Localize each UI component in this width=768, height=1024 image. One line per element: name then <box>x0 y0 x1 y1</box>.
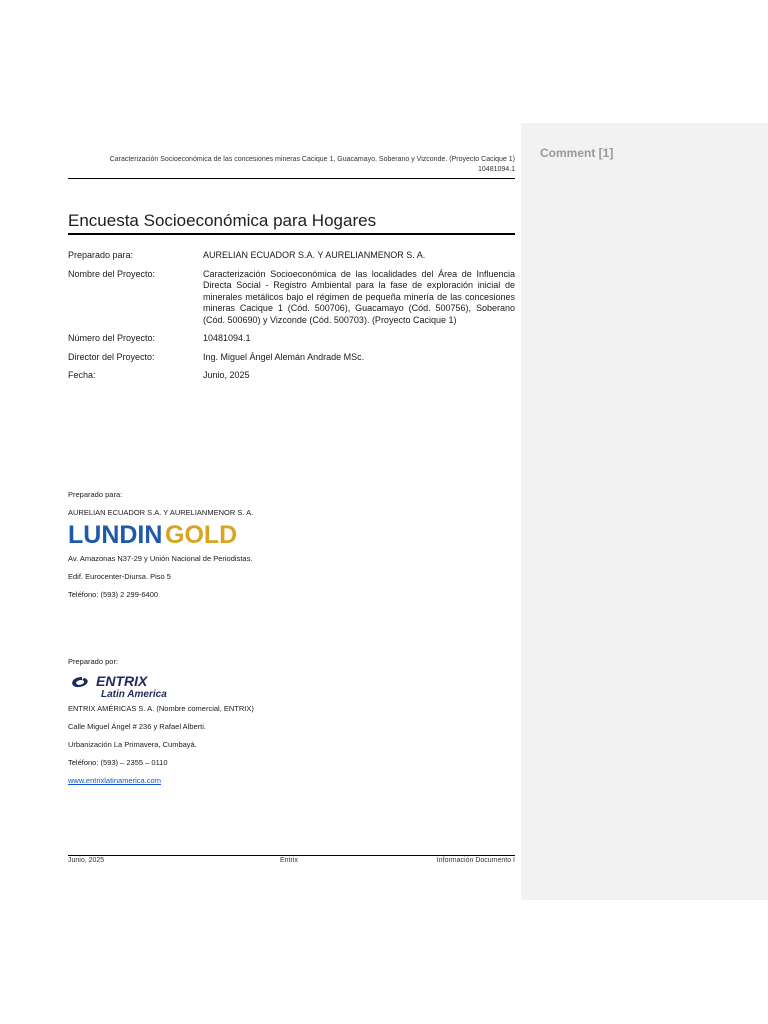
lundin-logo-word: LUNDIN <box>68 521 163 548</box>
info-label: Fecha: <box>68 370 96 380</box>
comment-pane <box>521 123 768 900</box>
prepared-for-label: Preparado para: <box>68 490 123 499</box>
entrix-logo-subtitle: Latin America <box>101 689 167 700</box>
info-value: AURELIAN ECUADOR S.A. Y AURELIANMENOR S. A. <box>203 250 426 260</box>
info-label: Número del Proyecto: <box>68 333 156 343</box>
info-row-project-number <box>68 333 515 345</box>
info-label: Nombre del Proyecto: <box>68 268 156 279</box>
prepared-for-phone: Teléfono: (593) 2 299-6400 <box>68 590 159 599</box>
running-header <box>68 155 515 175</box>
entrix-logo-word: ENTRIX <box>96 673 148 689</box>
footer-section: Información Documento I <box>436 857 515 864</box>
info-row-date <box>68 370 515 382</box>
lundin-gold-logo <box>68 520 248 548</box>
prepared-for-address-2: Edif. Eurocenter-Diursa. Piso 5 <box>68 572 171 581</box>
info-value: Caracterización Socioeconómica de las localidades del Área de Influencia Directa Social - Registro Ambiental para la fase de exploración inicial de minerales metálicos bajo el régimen de pequeña minería de las concesiones mineras Cacique 1 (Cód. 500706), Guacamayo (Cód. 500756), Soberano (Cód. 500690) y Vizconde (Cód. 500703). (Proyecto Cacique 1) <box>203 268 515 325</box>
gold-logo-word: GOLD <box>165 521 238 548</box>
info-row-project-director <box>68 352 515 364</box>
title-rule <box>68 233 515 235</box>
document-title: Encuesta Socioeconómica para Hogares <box>68 211 377 230</box>
running-header-code: 10481094.1 <box>478 166 515 173</box>
prepared-for-company: AURELIAN ECUADOR S.A. Y AURELIANMENOR S. A. <box>68 508 254 517</box>
header-rule <box>68 178 515 179</box>
prepared-by-address-2: Urbanización La Primavera, Cumbayá. <box>68 740 197 749</box>
info-label: Preparado para: <box>68 250 134 260</box>
comment-pane-title: Comment [1] <box>540 146 614 160</box>
info-row-prepared-for <box>68 250 515 262</box>
info-label: Director del Proyecto: <box>68 351 155 362</box>
website-link[interactable]: www.entrixlatinamerica.com <box>68 776 161 785</box>
info-row-project-name <box>68 269 515 327</box>
prepared-for-address-1: Av. Amazonas N37-29 y Unión Nacional de Periodistas. <box>68 554 253 563</box>
running-header-title: Caracterización Socioeconómica de las concesiones mineras Cacique 1, Guacamayo, Soberano y Vizconde. (Proyecto Cacique 1) <box>109 156 515 163</box>
entrix-logo <box>68 672 193 700</box>
info-table <box>68 250 515 389</box>
prepared-for-address <box>68 554 252 608</box>
info-value: 10481094.1 <box>203 333 251 343</box>
prepared-by-company: ENTRIX AMÉRICAS S. A. (Nombre comercial, ENTRIX) <box>68 704 254 713</box>
info-value: Ing. Miguel Ángel Alemán Andrade MSc. <box>203 351 365 362</box>
footer-company: Entrix <box>280 857 298 864</box>
prepared-by-label: Preparado por: <box>68 657 119 666</box>
footer-date: Junio, 2025 <box>68 857 105 864</box>
prepared-by-address-1: Calle Miguel Ángel # 236 y Rafael Alberti. <box>68 722 206 731</box>
prepared-by-phone: Teléfono: (593) – 2355 – 0110 <box>68 758 168 767</box>
prepared-by-details <box>68 704 254 794</box>
footer-rule <box>68 855 515 856</box>
info-value: Junio, 2025 <box>203 370 250 380</box>
